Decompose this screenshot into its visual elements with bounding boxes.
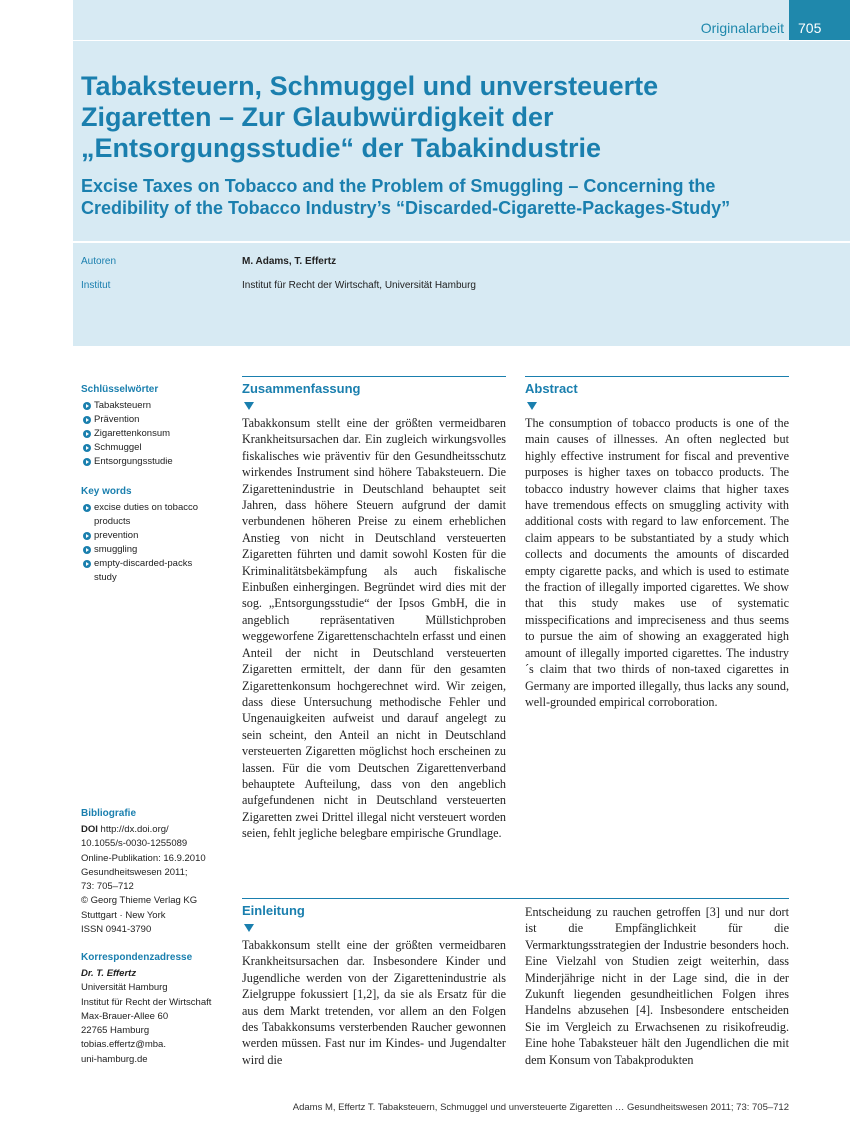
bibliography-line: Online-Publikation: 16.9.2010 — [81, 852, 206, 864]
keyword-de-item: Tabaksteuern — [81, 399, 231, 413]
correspondence-line: 22765 Hamburg — [81, 1025, 150, 1037]
keyword-de-item: Zigarettenkonsum — [81, 427, 231, 441]
institute: Institut für Recht der Wirtschaft, Universität Hamburg — [242, 280, 476, 291]
bibliography-line: Gesundheitswesen 2011; — [81, 866, 188, 878]
keyword-en-item: excise duties on tobacco products — [81, 501, 216, 529]
authors: M. Adams, T. Effertz — [242, 256, 337, 267]
keyword-de-item: Prävention — [81, 413, 231, 427]
article-title-german: Tabaksteuern, Schmuggel und unversteuerte Zigaretten – Zur Glaubwürdigkeit der „Entsorgungsstudie“ der Tabakindustrie — [81, 71, 659, 163]
title-block — [73, 41, 850, 241]
correspondence-email[interactable]: uni-hamburg.de — [81, 1053, 148, 1065]
correspondence-title: Korrespondenzadresse — [81, 952, 193, 963]
keyword-en-item: prevention — [81, 529, 216, 543]
correspondence-section — [81, 952, 231, 1067]
divider — [242, 898, 789, 899]
institute-label: Institut — [81, 280, 111, 291]
correspondence-line: Institut für Recht der Wirtschaft — [81, 996, 212, 1008]
citation-footer: Adams M, Effertz T. Tabaksteuern, Schmuggel und unversteuerte Zigaretten … Gesundheitswesen 2011; 73: 705–712 — [292, 1102, 789, 1113]
authors-label: Autoren — [81, 256, 117, 267]
section-label: Originalarbeit — [700, 20, 784, 36]
divider — [242, 376, 506, 377]
triangle-marker-icon — [244, 402, 254, 410]
keyword-en-item: smuggling — [81, 543, 216, 557]
keywords-de-section — [81, 384, 231, 469]
bibliography-line: 73: 705–712 — [81, 881, 134, 893]
correspondence-line: Max-Brauer-Allee 60 — [81, 1010, 169, 1022]
bibliography-line: ISSN 0941-3790 — [81, 924, 152, 936]
correspondence-line: Universität Hamburg — [81, 982, 168, 994]
doi-link[interactable]: http://dx.doi.org/ — [100, 824, 169, 835]
intro-text-right: Entscheidung zu rauchen getroffen [3] und nur dort ist die Empfänglichkeit für die Vermarktungsstrategien der Industrie besonders hoch. Eine Vielzahl von Studien zeigt weiterhin, dass Minderjährige nicht in der Lage sind, die in der Zukunft liegenden gesundheitlichen Folgen ihres Handelns abzusehen [4]. Insbesondere entscheiden Sie im Vergleich zu Erwachsenen zu risikofreudig. Eine hohe Tabaksteuer hält den Jugendlichen die mit dem Konsum von Tabakprodukten — [525, 905, 789, 1067]
einleitung-heading: Einleitung — [242, 903, 305, 918]
keyword-en-item: empty-discarded-packs study — [81, 557, 216, 585]
zusammenfassung-heading: Zusammenfassung — [242, 381, 361, 396]
keywords-en-title: Key words — [81, 486, 132, 497]
correspondence-name: Dr. T. Effertz — [81, 968, 137, 979]
bibliography-line: © Georg Thieme Verlag KG — [81, 895, 198, 907]
keyword-de-item: Schmuggel — [81, 441, 231, 455]
keyword-de-item: Entsorgungsstudie — [81, 455, 231, 469]
bibliography-title: Bibliografie — [81, 808, 137, 819]
article-title-english: Excise Taxes on Tobacco and the Problem of Smuggling – Concerning the Credibility of the Tobacco Industry’s “Discarded-Cigarette-Packages-Study” — [81, 176, 731, 218]
abstract-heading: Abstract — [525, 381, 578, 396]
correspondence-email[interactable]: tobias.effertz@mba. — [81, 1039, 166, 1051]
triangle-marker-icon — [527, 402, 537, 410]
keywords-de-title: Schlüsselwörter — [81, 384, 159, 395]
bibliography-line: Stuttgart · New York — [81, 909, 166, 921]
page-number: 705 — [789, 0, 850, 40]
author-meta-block — [73, 243, 850, 346]
bibliography-line: 10.1055/s-0030-1255089 — [81, 838, 188, 850]
abstract-german-text: Tabakkonsum stellt eine der größten vermeidbaren Krankheitsursachen dar. Ein zugleich wirkungsvolles fiskalisches wie präventiv für den Gesundheitsschutz wirkendes Instrument sind höhere Tabaksteuern. Die Zigarettenindustrie in Deutschland behauptet seit Jahren, dass höhere Steuern aufgrund der damit verbundenen höheren Preise zu einem erheblichen Anstieg von nicht in Deutschland versteuerten Zigaretten führten und damit sowohl Kosten für die Kriminalitätsbekämpfung als auch fiskalische Einbußen einhergingen. Begründet wird dies mit der sog. „Entsorgungsstudie“ der Ipsos GmbH, die in angeblich repräsentativen Müllstichproben weggeworfene Zigarettenschachteln erfasst und einen Anteil der nicht in Deutschland versteuerten Zigaretten ermittelt, der dann für den gesamten Zigarettenkonsum hochgerechnet wird. Wir zeigen, dass diese Untersuchung methodische Fehler und Ungenauigkeiten aufweist und darauf angelegt zu sein scheint, den Anteil an nicht in Deutschland versteuerten Zigaretten möglichst hoch erscheinen zu lassen. Für die vom Deutschen Zigarettenverband behauptete Aufteilung, dass von den angeblich aufgefundenen nicht in Deutschland versteuerten Zigaretten zwei Drittel illegal nicht versteuert worden seien, fehlt jegliche belegbare empirische Grundlage. — [242, 416, 506, 841]
doi-label: DOI — [81, 824, 98, 835]
triangle-marker-icon — [244, 924, 254, 932]
keywords-en-section — [81, 486, 216, 585]
intro-text-left: Tabakkonsum stellt eine der größten vermeidbaren Krankheitsursachen dar. Insbesondere Kinder und Jugendliche werden von der Zigarettenindustrie als Zielgruppe fokussiert [1,2], da sie als Ersatz für die aus dem Markt tretenden, vor allem an den Folgen des Tabakkonsums versterbenden Raucher gewonnen werden müssen. Fast nur im Kindes- und Jugendalter wird die — [242, 938, 506, 1067]
bibliography-section — [81, 808, 231, 937]
abstract-english-text: The consumption of tobacco products is one of the main causes of illnesses. An often neglected but highly effective instrument for fiscal and preventive purposes is higher taxes on tobacco products. The tobacco industry however claims that higher taxes have tremendous effects on smuggling activity with additional costs with regard to law enforcement. The claim appears to be substantiated by a study which collects and documents the amounts of discarded empty cigarette packs, and which is used to estimate the fraction of illegally imported cigarettes. We show that this study makes use of systematic misspecifications and impreciseness and thus seems to pursue the aim of showing an exaggerated high amount of illegally imported cigarettes. The industry´s claim that two thirds of non-taxed cigarettes in Germany are imported illegally, thus lacks any sound, well-grounded empirical corroboration. — [525, 416, 789, 709]
divider — [525, 376, 789, 377]
